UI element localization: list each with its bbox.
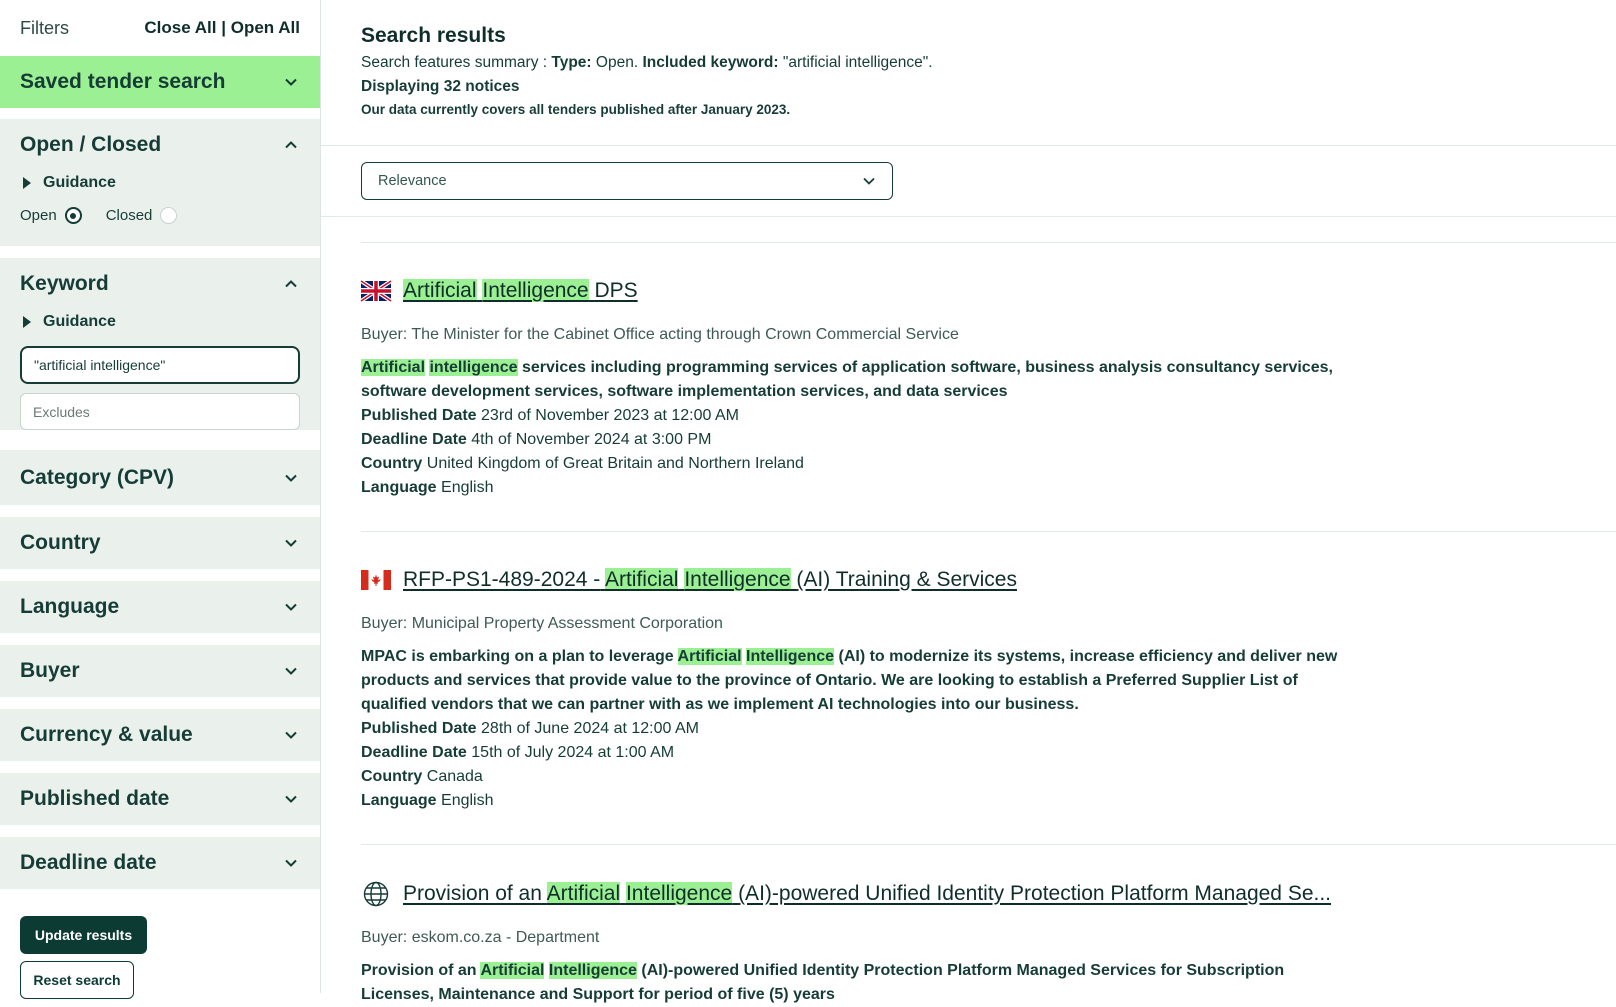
result-title-row — [361, 276, 1616, 306]
keyword-input[interactable]: "artificial intelligence" — [20, 346, 300, 384]
result-language — [361, 476, 1616, 500]
title-highlight: Artificial — [403, 279, 477, 302]
type-value: Open. — [595, 54, 639, 71]
open-closed-title: Open / Closed — [20, 133, 162, 156]
title-highlight: Artificial — [604, 568, 679, 591]
result-buyer: Buyer: Municipal Property Assessment Corporation — [361, 615, 723, 632]
chevron-down-icon — [282, 790, 300, 808]
sort-bar — [321, 146, 1616, 217]
country-panel[interactable] — [0, 517, 320, 569]
chevron-down-icon — [282, 469, 300, 487]
displaying-count: 32 — [443, 78, 461, 95]
result-item — [361, 565, 1616, 813]
language-title: Language — [20, 595, 120, 618]
guidance-label: Guidance — [43, 313, 116, 330]
chevron-up-icon — [282, 275, 300, 293]
uk-flag-icon — [361, 281, 391, 301]
category-cpv-panel[interactable] — [0, 450, 320, 505]
search-summary — [361, 54, 1576, 72]
result-title-row — [361, 565, 1616, 595]
results-header — [321, 0, 1616, 146]
result-deadline — [361, 428, 1616, 452]
result-buyer: Buyer: eskom.co.za - Department — [361, 929, 600, 946]
chevron-up-icon — [282, 136, 300, 154]
published-label: Published Date — [361, 720, 477, 737]
desc-text: (AI)-powered Unified Identity Protection Platform Managed Services for Subscription Licenses, Maintenance and Support for period of five (5) years — [361, 962, 1285, 1003]
keyword-title: Keyword — [20, 272, 109, 295]
deadline-value: 4th of November 2024 at 3:00 PM — [471, 431, 712, 448]
closed-radio-label: Closed — [105, 207, 153, 224]
keyword-guidance[interactable] — [20, 310, 300, 334]
displaying-suffix: notices — [465, 78, 520, 95]
published-date-panel[interactable] — [0, 773, 320, 825]
language-value: English — [441, 792, 494, 809]
published-label: Published Date — [361, 407, 477, 424]
result-title-link[interactable] — [403, 279, 638, 303]
title-text: DPS — [594, 279, 638, 302]
results-count — [361, 78, 1576, 96]
result-country — [361, 452, 1616, 476]
coverage-note: Our data currently covers all tenders published after January 2023. — [361, 102, 791, 117]
desc-highlight: intelligence — [429, 359, 518, 376]
desc-highlight: Intelligence — [548, 962, 637, 979]
excludes-input[interactable]: Excludes — [20, 393, 300, 430]
title-text: (AI)-powered Unified Identity Protection Platform Managed Se... — [738, 882, 1332, 905]
result-description — [361, 959, 1346, 1007]
desc-highlight: Intelligence — [746, 648, 835, 665]
result-deadline — [361, 741, 1616, 765]
desc-text: services including programming services of application software, business analysis consultancy services, software development services, software implementation services, and data services — [361, 359, 1333, 400]
desc-text: MPAC is embarking on a plan to leverage — [361, 648, 674, 665]
update-results-button[interactable]: Update results — [20, 916, 147, 954]
desc-text: Provision of an — [361, 962, 477, 979]
result-description — [361, 645, 1346, 717]
language-label: Language — [361, 479, 437, 496]
title-highlight: Intelligence — [625, 882, 733, 905]
open-radio[interactable] — [65, 207, 82, 224]
included-keyword-value: "artificial intelligence". — [782, 54, 933, 71]
country-label: Country — [361, 768, 423, 785]
desc-highlight: Artificial — [677, 648, 742, 665]
country-value: United Kingdom of Great Britain and Northern Ireland — [426, 455, 804, 472]
displaying-prefix: Displaying — [361, 78, 440, 95]
chevron-down-icon — [282, 854, 300, 872]
category-cpv-title: Category (CPV) — [20, 465, 175, 489]
sort-value: Relevance — [378, 173, 447, 189]
published-value: 23rd of November 2023 at 12:00 AM — [481, 407, 739, 424]
result-title-link[interactable] — [403, 568, 1017, 592]
triangle-right-icon — [23, 177, 31, 189]
deadline-value: 15th of July 2024 at 1:00 AM — [471, 744, 675, 761]
closed-radio[interactable] — [160, 207, 177, 224]
result-title-row — [361, 879, 1616, 909]
search-results-main — [321, 0, 1616, 1003]
currency-value-title: Currency & value — [20, 723, 193, 746]
title-text: Provision of an — [403, 882, 542, 905]
result-item — [361, 879, 1616, 1007]
language-value: English — [441, 479, 494, 496]
result-description — [361, 356, 1346, 404]
open-closed-panel — [0, 119, 320, 246]
chevron-down-icon — [860, 172, 878, 190]
result-buyer: Buyer: The Minister for the Cabinet Office acting through Crown Commercial Service — [361, 326, 959, 343]
deadline-label: Deadline Date — [361, 744, 467, 761]
sort-select[interactable] — [361, 162, 893, 200]
title-highlight: Artificial — [546, 882, 621, 905]
chevron-down-icon — [282, 534, 300, 552]
close-all-link[interactable]: Close All — [144, 18, 217, 37]
deadline-date-title: Deadline date — [20, 851, 157, 874]
result-published — [361, 404, 1616, 428]
result-language — [361, 789, 1616, 813]
filters-toggle-links — [144, 18, 300, 38]
open-closed-guidance[interactable] — [20, 171, 300, 195]
saved-tender-search-title: Saved tender search — [20, 70, 226, 93]
desc-highlight: Artificial — [361, 359, 426, 376]
published-date-title: Published date — [20, 787, 170, 810]
filters-header — [0, 0, 320, 56]
closed-radio-option[interactable] — [106, 207, 178, 224]
desc-highlight: Artificial — [480, 962, 545, 979]
published-value: 28th of June 2024 at 12:00 AM — [481, 720, 699, 737]
desc-text: (AI) to modernize its systems, increase efficiency and deliver new products and services that provide value to the province of Ontario. We are looking to establish a Preferred Supplier List of qualified vendors that we can partner with as we implement AI technologies into our business. — [361, 648, 1338, 713]
open-all-link[interactable]: Open All — [230, 18, 300, 37]
title-text: RFP-PS1-489-2024 - — [403, 568, 601, 591]
reset-search-button[interactable]: Reset search — [20, 961, 134, 999]
page-title: Search results — [361, 24, 506, 47]
buyer-panel[interactable] — [0, 645, 320, 697]
triangle-right-icon — [23, 316, 31, 328]
type-label: Type: — [551, 54, 592, 71]
result-divider — [361, 531, 1616, 532]
guidance-label: Guidance — [43, 174, 116, 191]
keyword-header[interactable] — [20, 258, 300, 310]
open-radio-label: Open — [20, 207, 57, 224]
chevron-down-icon — [282, 73, 300, 91]
canada-flag-icon — [361, 570, 391, 590]
saved-tender-search-panel[interactable] — [0, 56, 320, 108]
filters-title: Filters — [20, 17, 69, 38]
included-keyword-label: Included keyword: — [642, 54, 779, 71]
result-divider — [361, 844, 1616, 845]
currency-value-panel[interactable] — [0, 709, 320, 761]
language-label: Language — [361, 792, 437, 809]
result-item — [361, 276, 1616, 500]
result-country — [361, 765, 1616, 789]
chevron-down-icon — [282, 726, 300, 744]
title-highlight: Intelligence — [684, 568, 791, 591]
links-separator: | — [221, 18, 226, 37]
country-value: Canada — [426, 768, 483, 785]
deadline-date-panel[interactable] — [0, 837, 320, 889]
open-closed-radios — [20, 207, 300, 246]
result-published — [361, 717, 1616, 741]
open-closed-header[interactable] — [20, 119, 300, 171]
globe-icon — [361, 881, 391, 907]
filters-sidebar — [0, 0, 321, 993]
open-radio-option[interactable] — [20, 207, 82, 224]
chevron-down-icon — [282, 598, 300, 616]
country-title: Country — [20, 531, 101, 554]
title-highlight: Intelligence — [482, 279, 589, 302]
results-top-divider — [361, 242, 1616, 243]
result-title-link[interactable] — [403, 882, 1331, 906]
summary-prefix: Search features summary : — [361, 54, 548, 71]
deadline-label: Deadline Date — [361, 431, 467, 448]
language-panel[interactable] — [0, 581, 320, 633]
title-text: (AI) Training & Services — [796, 568, 1017, 591]
buyer-title: Buyer — [20, 659, 80, 682]
keyword-panel — [0, 258, 320, 430]
chevron-down-icon — [282, 662, 300, 680]
country-label: Country — [361, 455, 423, 472]
